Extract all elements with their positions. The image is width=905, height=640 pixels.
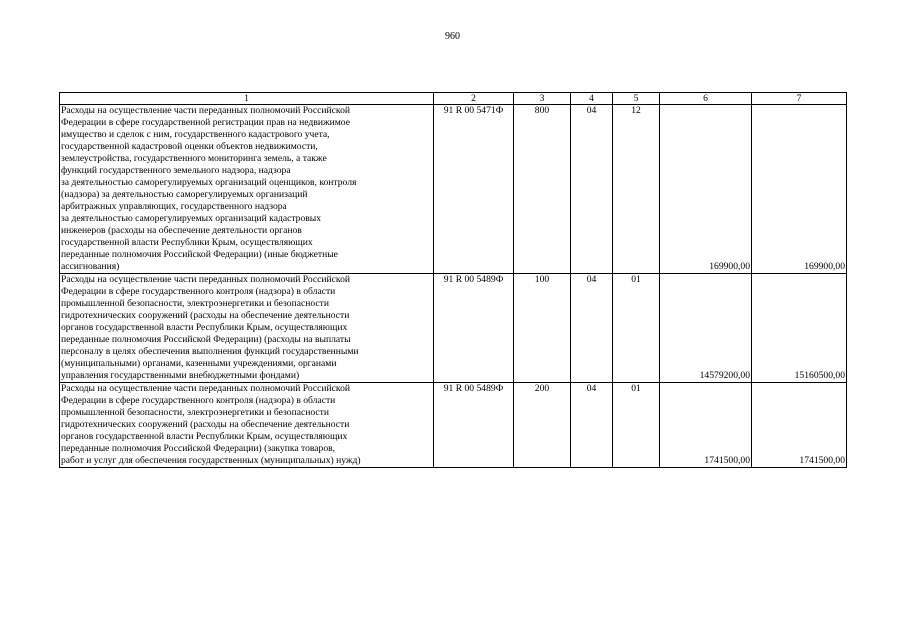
row-col5: 01 [613, 383, 660, 468]
table-row [60, 105, 847, 274]
description-line: Расходы на осуществление части переданных полномочий Российской [61, 105, 351, 116]
row-col3: 200 [514, 383, 571, 468]
header-cell-2: 2 [434, 93, 514, 105]
table-row [60, 274, 847, 383]
description-line: имущество и сделок с ним, государственного кадастрового учета, [61, 129, 330, 140]
row-description [60, 105, 434, 274]
row-amount-col6: 1741500,00 [660, 383, 752, 468]
description-line: переданные полномочия Российской Федерации) (закупка товаров, [61, 443, 336, 454]
row-amount-col7: 169900,00 [752, 105, 847, 274]
description-line: Федерации в сфере государственной регистрации прав на недвижимое [61, 117, 350, 128]
row-col4: 04 [571, 383, 613, 468]
row-code: 91 R 00 5489Ф [434, 383, 514, 468]
page-number: 960 [445, 31, 460, 42]
row-description [60, 274, 434, 383]
description-line: за деятельностью саморегулируемых организаций оценщиков, контроля [61, 177, 357, 188]
header-cell-4: 4 [571, 93, 613, 105]
row-amount-col7: 15160500,00 [752, 274, 847, 383]
row-col3: 100 [514, 274, 571, 383]
header-cell-6: 6 [660, 93, 752, 105]
description-line: персоналу в целях обеспечения выполнения функций государственными [61, 346, 359, 357]
description-line: гидротехнических сооружений (расходы на обеспечение деятельности [61, 310, 350, 321]
row-amount-col6: 169900,00 [660, 105, 752, 274]
description-line: государственной власти Республики Крым, осуществляющих [61, 237, 313, 248]
description-line: органов государственной власти Республики Крым, осуществляющих [61, 431, 348, 442]
description-line: Расходы на осуществление части переданных полномочий Российской [61, 383, 351, 394]
description-line: инженеров (расходы на обеспечение деятельности органов [61, 225, 302, 236]
description-line: функций государственного земельного надзора, надзора [61, 165, 291, 176]
header-cell-1: 1 [60, 93, 434, 105]
description-line: промышленной безопасности, электроэнергетики и безопасности [61, 407, 329, 418]
header-cell-7: 7 [752, 93, 847, 105]
row-code: 91 R 00 5471Ф [434, 105, 514, 274]
description-line: (муниципальными) органами, казенными учреждениями, органами [61, 358, 337, 369]
row-code: 91 R 00 5489Ф [434, 274, 514, 383]
description-line: ассигнования) [61, 261, 120, 272]
description-line: управления государственными внебюджетными фондами) [61, 370, 300, 381]
description-line: (надзора) за деятельностью саморегулируемых организаций [61, 189, 308, 200]
description-line: Федерации в сфере государственного контроля (надзора) в области [61, 286, 336, 297]
row-amount-col7: 1741500,00 [752, 383, 847, 468]
description-line: за деятельностью саморегулируемых организаций кадастровых [61, 213, 322, 224]
table-header-row [60, 93, 847, 105]
description-line: переданные полномочия Российской Федерации) (расходы на выплаты [61, 334, 351, 345]
header-cell-5: 5 [613, 93, 660, 105]
budget-table [59, 92, 847, 468]
row-col5: 01 [613, 274, 660, 383]
header-cell-3: 3 [514, 93, 571, 105]
row-col5: 12 [613, 105, 660, 274]
description-line: промышленной безопасности, электроэнергетики и безопасности [61, 298, 329, 309]
row-col4: 04 [571, 105, 613, 274]
description-line: органов государственной власти Республики Крым, осуществляющих [61, 322, 348, 333]
description-line: Федерации в сфере государственного контроля (надзора) в области [61, 395, 336, 406]
description-line: государственной кадастровой оценки объектов недвижимости, [61, 141, 318, 152]
description-line: переданные полномочия Российской Федерации) (иные бюджетные [61, 249, 338, 260]
description-line: работ и услуг для обеспечения государственных (муниципальных) нужд) [61, 455, 361, 466]
table-row [60, 383, 847, 468]
description-line: гидротехнических сооружений (расходы на обеспечение деятельности [61, 419, 350, 430]
row-amount-col6: 14579200,00 [660, 274, 752, 383]
description-line: землеустройства, государственного мониторинга земель, а также [61, 153, 327, 164]
row-col3: 800 [514, 105, 571, 274]
description-line: Расходы на осуществление части переданных полномочий Российской [61, 274, 351, 285]
description-line: арбитражных управляющих, государственного надзора [61, 201, 287, 212]
row-col4: 04 [571, 274, 613, 383]
row-description [60, 383, 434, 468]
